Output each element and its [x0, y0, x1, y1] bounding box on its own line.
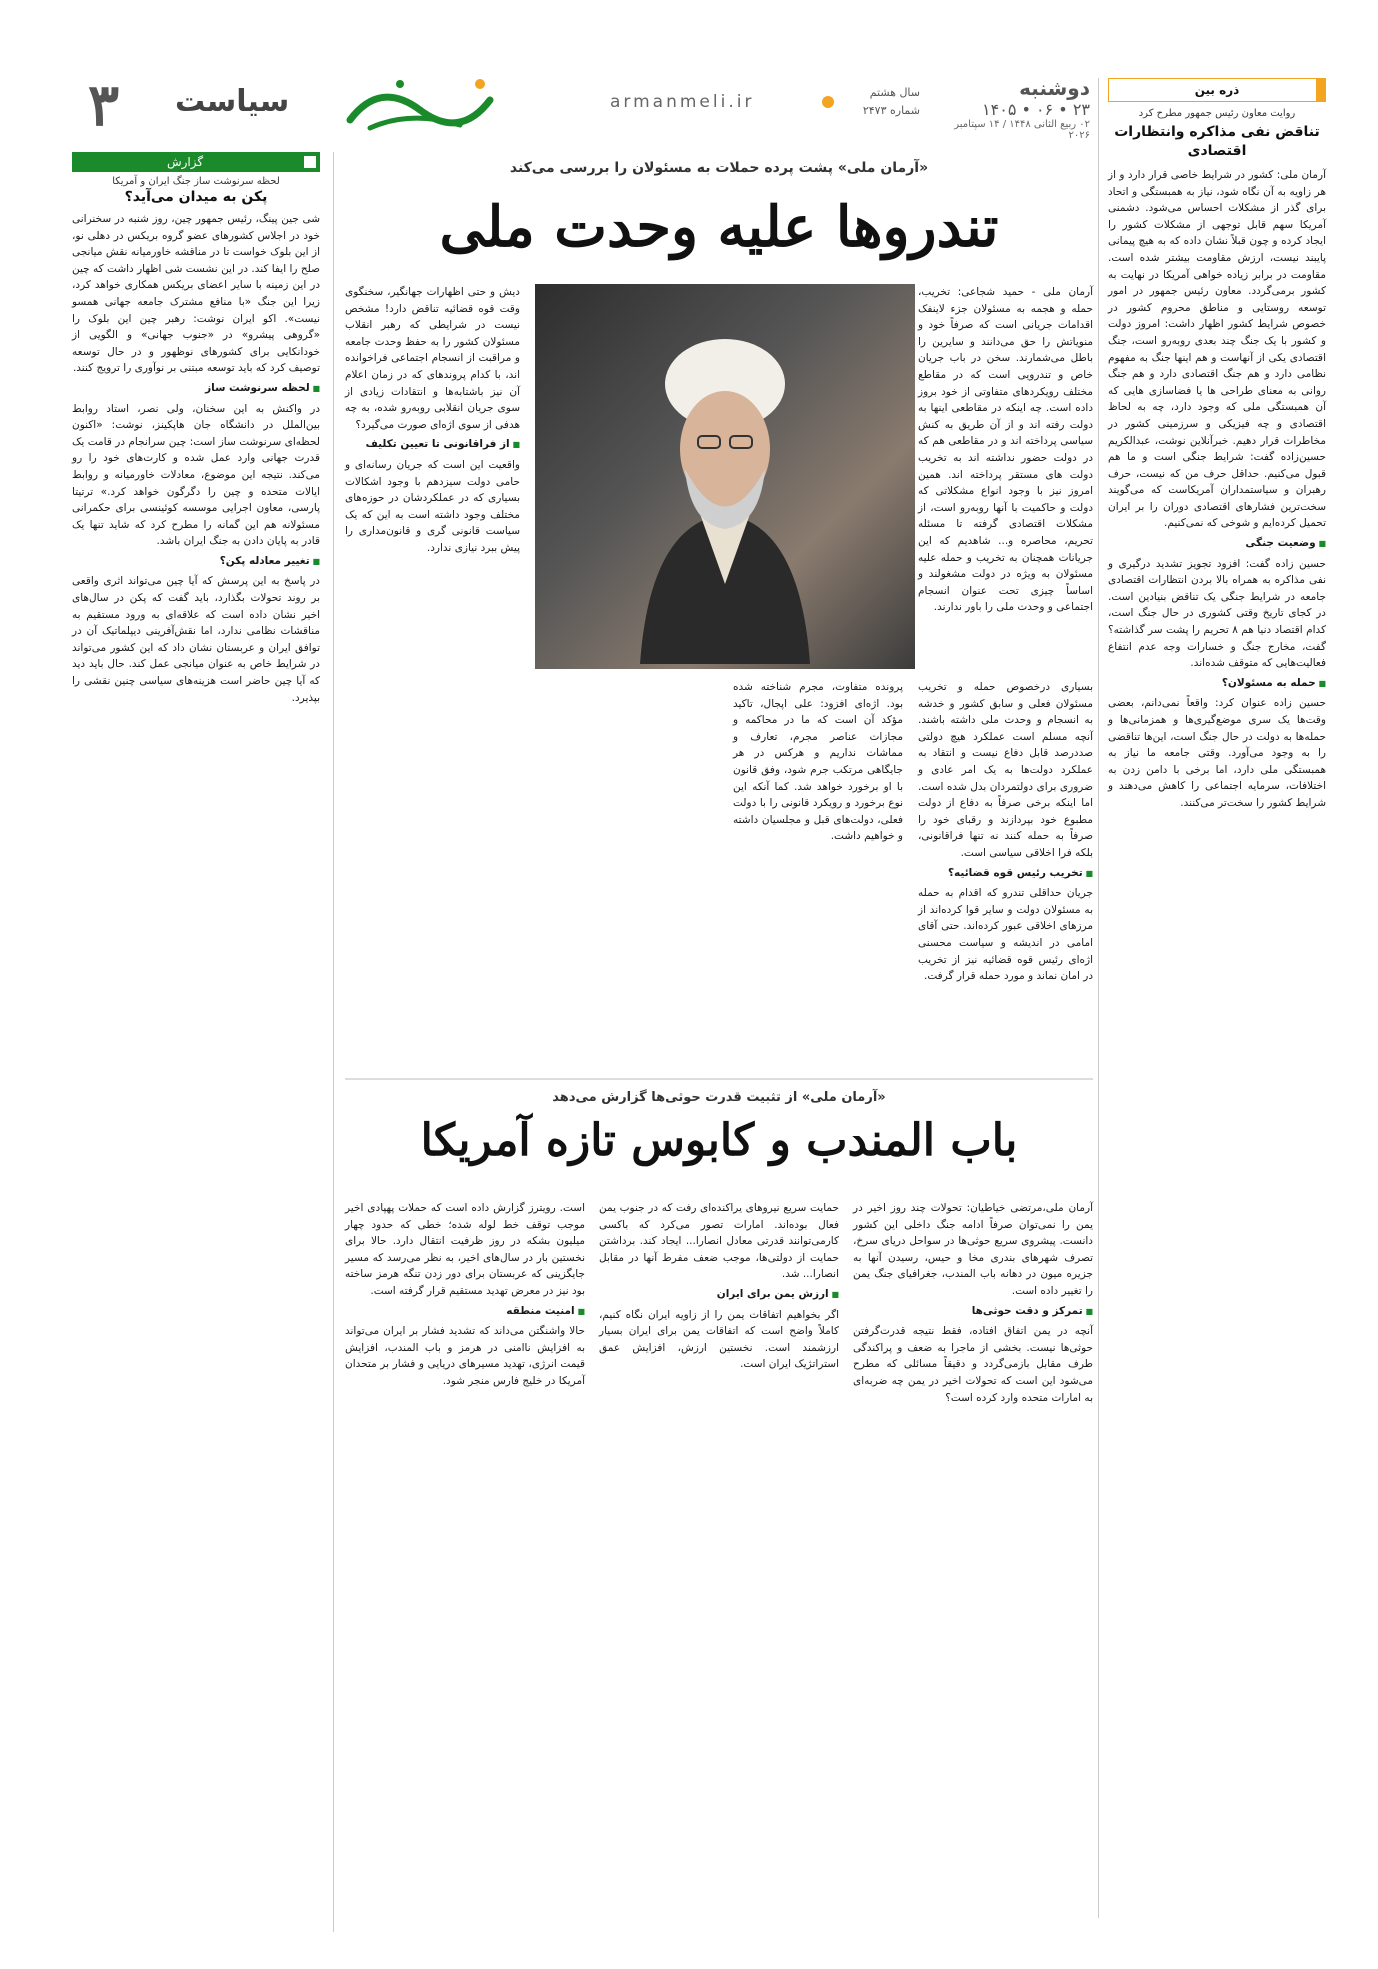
lead-story-header [345, 160, 1093, 260]
lead-subhead: ■ تخریب رئیس قوه قضائیه؟ [918, 865, 1093, 883]
lead-paragraph: واقعیت این است که جریان رسانه‌ای و حامی دولت سیزدهم با وجود اشکالات بسیاری که در عملکردشان در حوزه‌های مختلف وجود داشته است به این که یک سیاست قانونی گری و قانون‌مداری را پیش ببرد نیازی ندارد. [345, 458, 520, 554]
second-column-2 [599, 1200, 839, 1373]
report-subhead: ■ لحظه سرنوشت ساز [72, 380, 320, 398]
second-paragraph: آنچه در یمن اتفاق افتاده، فقط نتیجه قدرت‌گرفتن حوثی‌ها نیست. بخشی از ماجرا به ضعف و پراکندگی طرف مقابل بازمی‌گردد و دقیقاً مسائلی که مطرح می‌شود این است که تحولات اخیر در یمن چه ضربه‌ای به امارات متحده وارد کرده است؟ [853, 1325, 1093, 1404]
second-paragraph: حمایت سریع نیروهای یراکنده‌ای رفت که در جنوب یمن فعال بوده‌اند. امارات تصور می‌کرد که باکسی کارمی‌توانند قدرتی معادل انصارا... ایجاد کند. برداشتن حمایت از دولتی‌ها، موجب ضعف مفرط آنها در مقابل انصارا... شد. [599, 1202, 839, 1281]
report-title[interactable]: پکن به میدان می‌آید؟ [124, 189, 268, 205]
orange-dot-icon [822, 96, 834, 108]
note-paragraph: حسین زاده عنوان کرد: واقعاً نمی‌دانم، بعضی وقت‌ها یک سری موضع‌گیری‌ها و همزمانی‌ها و حمله‌ها به دولت در حال جنگ است، این‌ها تناقضی را به وجود می‌آورد. وقتی جامعه ما نیاز به همبستگی ملی دارد، اما برخی با دامن زدن به اختلافات، سرمایه اجتماعی را کاهش می‌دهند و شرایط کشور را سخت‌تر می‌کنند. [1108, 697, 1326, 809]
second-story [345, 1078, 1093, 1886]
lead-subhead: ■ از فراقانونی تا تعیین تکلیف [345, 436, 520, 454]
column-divider [333, 152, 334, 1932]
report-column [72, 152, 320, 1932]
second-paragraph: آرمان ملی،مرتضی خیاطیان: تحولات چند روز اخیر در یمن را نمی‌توان صرفاً ادامه جنگ داخلی این کشور دانست. پیشروی سریع حوثی‌ها در سواحل دریای سرخ، تصرف شهرهای بندری مخا و حیس، رسیدن آنها به جزیره میون در دهانه باب المندب، جغرافیای جنگ یمن را تغییر داده است. [853, 1202, 1093, 1297]
second-paragraph: اگر بخواهیم اتفاقات یمن را از زاویه ایران نگاه کنیم، کاملاً واضح است که اتفاقات یمن برای ایران بسیار ارزشمند است. نخستین ارزش، افزایش عمق استراتژیک ایران است. [599, 1308, 839, 1371]
report-body [72, 211, 320, 706]
lead-column-1 [918, 284, 1093, 616]
date-block [930, 76, 1090, 141]
lead-kicker: «آرمان ملی» پشت پرده حملات به مسئولان را بررسی می‌کند [509, 160, 929, 176]
newspaper-logo[interactable] [340, 70, 500, 140]
report-paragraph: در واکنش به این سخنان، ولی نصر، استاد روابط بین‌الملل در دانشگاه جان هاپکینز، نوشت: «اکنون لحظه‌ای سرنوشت ساز است: چین سرانجام در قامت یک قدرت جهانی وارد عمل شده و کارت‌های خود را رو می‌کند. نتیجه این موضوع، معادلات خاورمیانه و روابط ایالات متحده و چین را دگرگون خواهد کرد.» ترتیتا پارسی، معاون اجرایی موسسه کوئینسی برای حکمرانی مسئولانه هم این گمانه را مطرح کرد که شاید تنها یک قادر به پایان دادن به جنگ ایران باشد. [72, 402, 320, 548]
note-body [1108, 167, 1326, 812]
second-paragraph: حالا واشنگتن می‌داند که تشدید فشار بر ایران می‌تواند به افزایش ناامنی در هرمز و باب المندب، افزایش قیمت انرژی، تهدید مسیرهای دریایی و فشار بر متحدان آمریکا در خلیج فارس منجر شود. [345, 1325, 585, 1387]
date-other: ۰۲ ربیع الثانی ۱۴۴۸ / ۱۴ سپتامبر ۲۰۲۶ [954, 119, 1090, 141]
second-headline[interactable]: باب المندب و کابوس تازه آمریکا [420, 1115, 1018, 1166]
issue-number: شماره ۲۴۷۳ [862, 104, 920, 117]
report-paragraph: در پاسخ به این پرسش که آیا چین می‌تواند اثری واقعی بر روند تحولات بگذارد، باید گفت که پکن در سال‌های اخیر نشان داده است که علاقه‌ای به ورود مستقیم به مناقشات نظامی ندارد، اما نقش‌آفرینی دیپلماتیک آن در توافق ایران و عربستان نشان داد که این کشور می‌تواند در شرایط خاص به عنوان میانجی عمل کند. حال باید دید که آیا چین حاضر است هزینه‌های سیاسی چنین نقشی را بپذیرد. [72, 575, 320, 704]
report-subhead: ■ تغییر معادله پکن؟ [72, 553, 320, 571]
second-paragraph: است. رویترز گزارش داده است که حملات پهپادی اخیر موجب توقف خط لوله شده؛ خطی که حدود چهار میلیون بشکه در روز ظرفیت انتقال دارد. حالا برای نخستین بار در سال‌های اخیر، به نظر می‌رسد که مسیر جایگزینی که عربستان برای دور زدن تنگه هرمز ساخته بود نیز در معرض تهدید مستقیم قرار گرفته است. [345, 1202, 585, 1297]
lead-paragraph: دیش و حتی اظهارات جهانگیر، سخنگوی وقت قوه قضائیه تناقض دارد! مشخص نیست در شرایطی که رهبر انقلاب مسئولان کشور را به حفظ وحدت جامعه و مراقبت از انسجام اجتماعی فراخوانده اند، با کدام پروندهای که در زمان اعلام آن نیز باشتابه‌ها و انتقادات زیادی از سوی جریان انقلابی روبه‌رو شده، به چه هدفی از سوی اژه‌ای صورت می‌گیرد؟ [345, 286, 520, 431]
report-paragraph: شی جین پینگ، رئیس جمهور چین، روز شنبه در سخنرانی خود در اجلاس کشورهای عضو گروه بریکس در دهلی نو، از این بلوک خواست تا در مناقشه خاورمیانه نقش میانجی صلح را ایفا کند. در این نشست شی اظهار داشت که چین در این زمینه با سایر اعضای بریکس همکاری خواهد کرد، زیرا این جنگ «با منافع مشترک جامعه جهانی همسو نیست». اکو ایران نوشت: رهبر چین این بلوک را «گروهی پیشرو» در «جنوب جهانی» و الگویی از خودانکایی برای کشورهای نوظهور و در حال توسعه توصیف کرد که باید توسعه مبتنی بر نوآوری را ترویج کنند. [72, 213, 320, 375]
weekday: دوشنبه [1019, 76, 1090, 100]
note-paragraph: آرمان ملی: کشور در شرایط خاصی قرار دارد و از هر زاویه به آن نگاه شود، نیاز به همبستگی و اتحاد برای گذر از مشکلات احساس می‌شود. دشمنی آمریکا سهم قابل توجهی از مشکلات کشور را ایجاد کرده و چون قبلاً نشان داده که به هیچ پیمانی پایبند نیست، ارزش مقاومت بیشتر شده است. مقاومت در برابر زیاده خواهی آمریکا در نهایت به کشور برمی‌گردد. معاون رئیس جمهور در امور توسعه روستایی و مناطق محروم کشور در خصوص شرایط کشور اظهار داشت: امروز دولت و کشور با یک جنگ چند بعدی روبه‌رو است، جنگ اقتصادی یکی از آنهاست و هم اینها جنگ به مفهوم نظامی دارد و هم جنگ اقتصادی دارد و هم جنگ روانی به معنای طراحی ها یا فضاسازی هایی که آن همبستگی ملی که وجود دارد، چه به لحاظ اقتصادی و چه فیزیکی و سرزمینی کشور در مخاطرات قرار دهیم. خبرآنلاین نوشت، عبدالکریم حسین‌زاده گفت: شرایط جنگی است و ما هم قبول می‌کنیم. حداقل حرف من که نیست، حرف رهبران و سیاستمداران آمریکاست که می‌گویند سخت‌ترین فشارهای اقتصادی دوران را بر ایران تحمیل کرده‌ایم و شوخی که نمی‌کنیم. [1108, 169, 1326, 530]
second-kicker: «آرمان ملی» از تثبیت قدرت حوثی‌ها گزارش می‌دهد [552, 1090, 886, 1105]
note-subhead: ■ وضعیت جنگی [1108, 535, 1326, 553]
lead-column-2 [918, 679, 1093, 985]
lead-paragraph: جریان حداقلی تندرو که اقدام به حمله به مسئولان دولت و سایر قوا کرده‌اند از مرزهای اخلاقی عبور کرده‌اند. حتی آقای امامی در اندیشه و سیاست محسنی اژه‌ای رئیس قوه قضائیه نیز از تخریب در امان نماند و مورد حمله قرار گرفت. [918, 887, 1093, 983]
report-kicker: لحظه سرنوشت ساز جنگ ایران و آمریکا [112, 176, 280, 187]
issue-year: سال هشتم [869, 86, 920, 99]
lead-column-3 [733, 679, 903, 845]
note-column [1108, 78, 1326, 1918]
site-url[interactable]: armanmeli.ir [610, 92, 755, 112]
second-subhead: ■ ارزش یمن برای ایران [599, 1286, 839, 1304]
portrait-image [630, 324, 820, 664]
lead-story-body [345, 284, 1093, 1064]
page-number: ۳ [88, 71, 120, 139]
issue-info [850, 84, 920, 120]
second-column-3 [345, 1200, 585, 1390]
second-column-1 [853, 1200, 1093, 1406]
column-divider [1098, 78, 1099, 1918]
note-title[interactable]: تناقض نفی مذاکره وانتظارات اقتصادی [1114, 124, 1320, 159]
second-subhead: ■ امنیت منطقه [345, 1303, 585, 1321]
lead-paragraph: پرونده متفاوت، مجرم شناخته شده بود. اژه‌ای افزود: علی اپجال، تاکید مؤکد آن است که ما در محاکمه و مجازات عناصر مجرم، تعارف و مماشات نداریم و هرکس در هر جایگاهی مرتکب جرم شود، وفق قانون با او برخورد خواهد شد. کما آنکه این نوع برخورد و رویکرد قانونی را با دولت فعلی، دولت‌های قبل و مجلسیان داشته و خواهیم داشت. [733, 681, 903, 843]
lead-headline[interactable]: تندروها علیه وحدت ملی [439, 194, 999, 260]
date-persian: ۲۳ • ۰۶ • ۱۴۰۵ [982, 100, 1090, 119]
lead-photo[interactable] [535, 284, 915, 669]
note-subhead: ■ حمله به مسئولان؟ [1108, 675, 1326, 693]
note-kicker: روایت معاون رئیس جمهور مطرح کرد [1138, 108, 1296, 119]
lead-column-4 [345, 284, 520, 557]
second-subhead: ■ تمرکز و دقت حوثی‌ها [853, 1303, 1093, 1321]
note-tag: ذره بین [1108, 78, 1326, 102]
section-name: سیاست [175, 84, 290, 119]
note-paragraph: حسین زاده گفت: افزود تجویز تشدید درگیری و نفی مذاکره به همراه بالا بردن انتظارات اقتصادی جامعه در شرایط جنگی یک تناقض بنیادین است. در کجای تاریخ وقتی کشوری در حال جنگ است، کدام اقتصاد دنیا هم ۸ تحریم را پشت سر گذاشته؟ گفت، مخارج جنگ و خسارات وجه عدم انتفاع فعالیت‌هایی که متوقف شده‌اند. [1108, 557, 1326, 670]
report-tag: گزارش [72, 152, 320, 172]
lead-paragraph: آرمان ملی - حمید شجاعی: تخریب، حمله و هجمه به مسئولان جزء لاینفک اقدامات جریانی است که صرفاً خود و منویاتش را حق می‌دانند و سایرین را باطل می‌شمارند. سخن در باب جریان خاص و تندرویی است که در مقاطع مختلف رویکردهای متفاوتی از خود بروز داده است. چه اینکه در مقاطعی اینها به دولت رفته اند و از آن طریق به کنش سیاسی پرداخته اند و در مقاطعی هم که در دولت حضور نداشته اند به تخریب دولت های مستقر پرداخته اند. همین امروز نیز با وجود انواع مشکلاتی که دولت و حاکمیت با آنها روبه‌رو است، از مشکلات اقتصادی گرفته تا مسئله تحریم، محاصره و... شاهدیم که این جریانات همچنان به تخریب و حمله علیه مسئولان به ویژه در دولت مشغولند و اساساً چیزی تحت عنوان انسجام اجتماعی و وحدت ملی را باور ندارند. [918, 286, 1093, 614]
lead-paragraph: بسیاری درخصوص حمله و تخریب مسئولان فعلی و سابق کشور و خدشه به انسجام و وحدت ملی داشته باشند. آنچه مسلم است عملکرد هیچ دولتی صددرصد قابل دفاع نیست و انتقاد به عملکرد دولت‌ها به یک امر عادی و ضروری برای دولتمردان بدل شده است. اما اینکه برخی صرفاً به دفاع از دولت مطبوع خود بپردازند و رقبای خود را صرفاً به حمله کنند نه تنها فراقانونی، بلکه فرا اخلاقی سیاسی است. [918, 681, 1093, 859]
